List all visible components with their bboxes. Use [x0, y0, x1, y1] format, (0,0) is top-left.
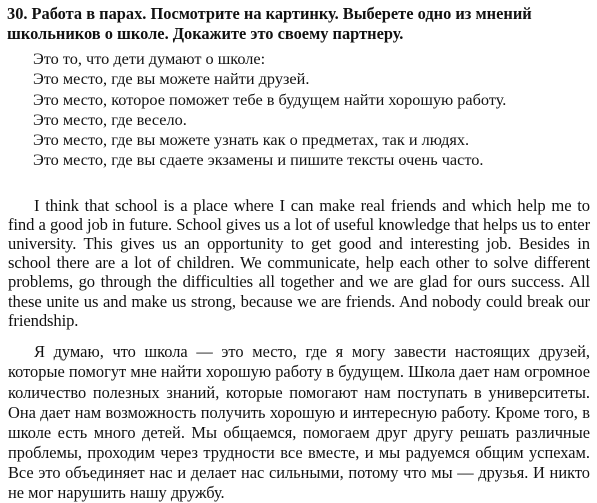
- opinion-item: Это место, которое поможет тебе в будущем найти хорошую работу.: [33, 89, 507, 109]
- task-instruction: Работа в парах. Посмотрите на картинку. Выберете одно из мнений школьников о школе. Докажите это своему партнеру.: [7, 4, 532, 43]
- opinion-item: Это место, где вы можете найти друзей.: [33, 69, 310, 89]
- opinion-item: Это место, где вы можете узнать как о предметах, так и людях.: [33, 130, 470, 150]
- task-heading: [7, 4, 592, 43]
- opinion-intro: Это то, что дети думают о школе:: [33, 49, 266, 68]
- opinion-item: Это место, где вы сдаете экзамены и пишите тексты очень часто.: [33, 150, 484, 170]
- opinion-list: [33, 49, 593, 171]
- opinion-item: Это место, где весело.: [33, 109, 187, 129]
- answer-russian-paragraph: Я думаю, что школа — это место, где я могу завести настоящих друзей, которые помогут мне найти хорошую работу в будущем. Школа дает нам огромное количество полезных знаний, которые помогают нам поступать в университеты. Она дает нам возможность получить хорошую и интересную работу. Кроме того, в школе есть много детей. Мы общаемся, помогаем друг другу решать различные проблемы, проходим через трудности все вместе, и мы радуемся общим успехам. Все это объединяет нас и делает нас сильными, потому что мы — друзья. И никто не мог нарушить нашу дружбу.: [8, 342, 590, 503]
- task-number: 30.: [7, 4, 28, 23]
- answer-english-paragraph: I think that school is a place where I can make real friends and which help me to find a good job in future. School gives us a lot of useful knowledge that helps us to enter university. This gives us an opportunity to get good and interesting job. Besides in school there are a lot of children. We communicate, help each other to solve different problems, go through the difficulties all together and we are glad for ours success. All these unite us and make us strong, because we are friends. And nobody could break our friendship.: [8, 195, 590, 330]
